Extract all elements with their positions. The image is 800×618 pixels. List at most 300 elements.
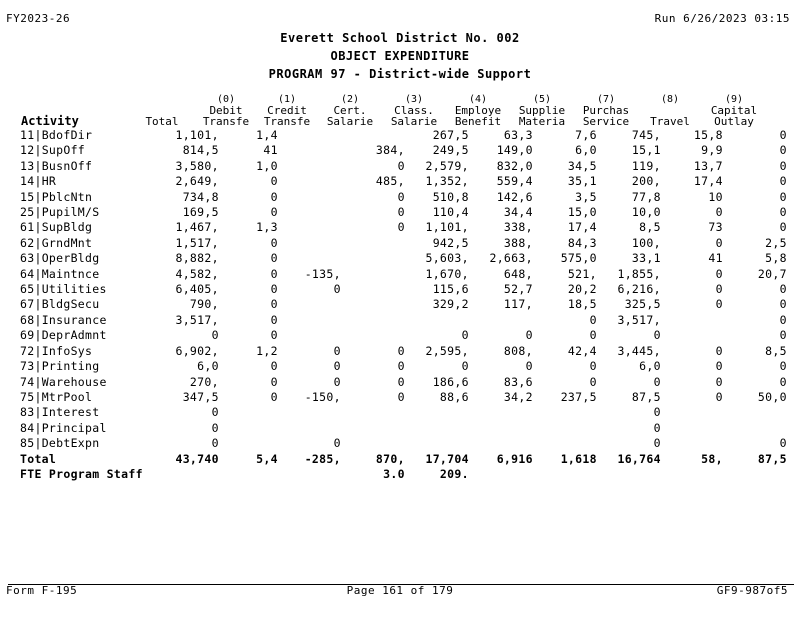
value-cell [533,405,597,420]
value-cell: 0 [333,374,341,389]
activity-name: GrndMnt [41,235,93,250]
value-cell [278,313,341,328]
value-cell: 41 [708,251,723,266]
value-cell: 0 [270,282,278,297]
value-cell: 338, [503,220,533,235]
expenditure-table [20,128,787,482]
value-cell: 0 [715,205,723,220]
activity-name: InfoSys [41,343,93,358]
table-row [20,375,787,390]
column-header-num: (4) [468,94,488,105]
value-cell [341,421,405,436]
activity-name: BldgSecu [41,297,100,312]
value-cell: 0 [270,189,278,204]
value-cell: 1,2 [256,343,278,358]
column-header-l1: Employe [454,104,502,117]
value-cell: 249,5 [432,143,469,158]
activity-name: PblcNtn [41,189,93,204]
value-cell: 0 [525,328,533,343]
value-cell: 0 [270,205,278,220]
value-cell [278,297,341,312]
value-cell [341,251,405,266]
activity-cell [20,313,143,328]
value-cell: 0 [653,420,661,435]
value-cell: 0 [211,405,219,420]
activity-name: Interest [41,405,100,420]
value-cell: 34,5 [567,158,597,173]
column-header-7 [574,95,638,127]
value-cell: 1,352, [425,174,469,189]
separator: | [34,174,42,189]
value-cell: 0 [397,189,405,204]
value-cell [723,467,787,482]
value-cell: 0 [779,158,787,173]
value-cell: 0 [779,328,787,343]
activity-cell [20,344,143,359]
value-cell: 814,5 [182,143,219,158]
separator: | [34,328,42,343]
value-cell: 17,4 [693,174,723,189]
value-cell [219,467,278,482]
activity-cell [20,251,143,266]
value-cell: 0 [715,266,723,281]
separator: | [34,436,42,451]
activity-code: 62 [20,235,35,250]
value-cell: 2,579, [425,158,469,173]
value-cell [278,174,341,189]
value-cell: 0 [715,235,723,250]
activity-cell [20,436,143,451]
value-cell: 13,7 [693,158,723,173]
value-cell: 6,405, [175,282,219,297]
value-cell: 0 [715,389,723,404]
value-cell: 0 [589,374,597,389]
separator: | [34,343,42,358]
value-cell: 5,4 [256,451,278,466]
value-cell: 17,4 [567,220,597,235]
table-row [20,297,787,312]
value-cell: 115,6 [432,282,469,297]
column-header-l1: Capital [710,104,758,117]
value-cell: 77,8 [631,189,661,204]
value-cell: 3.0 [383,466,405,481]
activity-cell [20,328,143,343]
value-cell: 0 [333,436,341,451]
value-cell [533,436,597,451]
value-cell [278,190,341,205]
value-cell: 0 [270,312,278,327]
column-header-1 [194,95,258,127]
value-cell: 119, [631,158,661,173]
value-cell: 0 [333,343,341,358]
value-cell [661,405,723,420]
value-cell: 0 [525,359,533,374]
separator: | [34,205,42,220]
value-cell: 0 [779,143,787,158]
value-cell: 0 [589,359,597,374]
value-cell: 10 [708,189,723,204]
value-cell: 3,517, [175,312,219,327]
column-header-l1: Credit [267,104,307,117]
value-cell: 88,6 [439,389,469,404]
page-number: Page 161 of 179 [346,584,454,597]
activity-name: BdofDir [41,128,93,142]
value-cell [723,421,787,436]
activity-name: Printing [41,359,100,374]
activity-code: 65 [20,282,35,297]
activity-name: HR [41,174,57,189]
value-cell: 808, [503,343,533,358]
activity-cell [20,390,143,405]
table-row [20,359,787,374]
value-cell: 100, [631,235,661,250]
value-cell: 0 [779,128,787,142]
value-cell: 200, [631,174,661,189]
value-cell: 2,663, [489,251,533,266]
value-cell: 1,3 [256,220,278,235]
value-cell: 3,5 [575,189,597,204]
value-cell: 0 [333,359,341,374]
value-cell: 0 [270,174,278,189]
activity-code: 61 [20,220,35,235]
activity-code: 15 [20,189,35,204]
value-cell: 5,8 [765,251,787,266]
table-row [20,421,787,436]
value-cell: 84,3 [567,235,597,250]
value-cell: 3,445, [617,343,661,358]
value-cell: 0 [653,405,661,420]
value-cell [219,405,278,420]
value-cell [597,467,661,482]
activity-cell [20,421,143,436]
value-cell: 209. [439,466,469,481]
value-cell [278,159,341,174]
table-row [20,143,787,158]
value-cell: 0 [397,220,405,235]
value-cell [661,436,723,451]
activity-name: DebtExpn [41,436,100,451]
column-header-num: (8) [660,94,680,105]
value-cell: 2,649, [175,174,219,189]
value-cell: 87,5 [631,389,661,404]
value-cell: 0 [397,205,405,220]
value-cell [278,205,341,220]
column-header-6 [510,95,574,127]
value-cell: 1,517, [175,235,219,250]
separator: | [34,220,42,235]
value-cell: -285, [304,451,341,466]
value-cell [278,467,341,482]
activity-name: MtrPool [41,389,93,404]
activity-cell [20,297,143,312]
value-cell [278,421,341,436]
column-header-num: (7) [596,94,616,105]
table-row [20,405,787,420]
value-cell [469,405,533,420]
separator: | [34,158,42,173]
activity-code: 69 [20,328,35,343]
table-row [20,328,787,343]
value-cell: 110,4 [432,205,469,220]
value-cell: 34,4 [503,205,533,220]
value-cell [341,436,405,451]
value-cell: 0 [461,359,469,374]
value-cell: -135, [304,266,341,281]
column-header-l2: Materia [518,115,566,128]
activity-name: Principal [41,420,107,435]
value-cell: 10,0 [631,205,661,220]
value-cell: 15,0 [567,205,597,220]
value-cell [405,421,469,436]
separator: | [34,374,42,389]
value-cell [278,220,341,235]
activity-code: 83 [20,405,35,420]
value-cell: 0 [270,297,278,312]
value-cell [661,467,723,482]
value-cell: 347,5 [182,389,219,404]
value-cell: 745, [631,128,661,142]
separator: | [34,143,42,158]
value-cell [405,313,469,328]
value-cell: 1,618 [560,451,597,466]
value-cell [661,328,723,343]
value-cell: 0 [779,297,787,312]
separator: | [34,359,42,374]
separator: | [34,312,42,327]
activity-name: SupBldg [41,220,93,235]
column-header-num: (5) [532,94,552,105]
value-cell: 0 [653,436,661,451]
value-cell: 0 [211,328,219,343]
value-cell: 186,6 [432,374,469,389]
district-title: Everett School District No. 002 [280,31,520,45]
value-cell: 329,2 [432,297,469,312]
column-header-l2: Total [145,115,179,128]
value-cell: 485, [375,174,405,189]
report-title: OBJECT EXPENDITURE [330,49,470,63]
value-cell: 9,9 [701,143,723,158]
value-cell: 0 [779,359,787,374]
table-row [20,344,787,359]
value-cell: 270, [189,374,219,389]
value-cell [723,405,787,420]
value-cell: 0 [270,266,278,281]
value-cell: 0 [779,436,787,451]
value-cell [278,405,341,420]
value-cell: 20,7 [757,266,787,281]
column-header-num: (1) [277,94,297,105]
column-header-l2: Outlay [714,115,754,128]
value-cell [278,128,341,143]
activity-cell [20,375,143,390]
value-cell: 15,1 [631,143,661,158]
activity-cell [20,405,143,420]
column-header-8 [638,95,702,127]
value-cell: 87,5 [757,451,787,466]
value-cell: 8,5 [765,343,787,358]
value-cell: 0 [270,235,278,250]
value-cell: 648, [503,266,533,281]
value-cell: 6,0 [575,143,597,158]
value-cell: 42,4 [567,343,597,358]
value-cell: 0 [397,343,405,358]
activity-code: 68 [20,312,35,327]
separator: | [34,389,42,404]
table-row [20,282,787,297]
activity-code: 84 [20,420,35,435]
value-cell: 832,0 [496,158,533,173]
value-cell: 0 [715,282,723,297]
value-cell: 2,5 [765,235,787,250]
value-cell [341,328,405,343]
column-header-4 [382,95,446,127]
column-header-l2: Benefit [454,115,502,128]
value-cell: 6,916 [496,451,533,466]
activity-name: Maintnce [41,266,100,281]
value-cell [469,467,533,482]
column-header-l1: Supplie [518,104,566,117]
value-cell: 83,6 [503,374,533,389]
value-cell [341,128,405,143]
value-cell: 0 [715,359,723,374]
value-cell: 0 [461,328,469,343]
value-cell: 73 [708,220,723,235]
value-cell: 0 [270,251,278,266]
column-header-3 [318,95,382,127]
activity-code: 74 [20,374,35,389]
form-number: Form F-195 [6,584,78,597]
value-cell: 34,2 [503,389,533,404]
program-title: PROGRAM 97 - District-wide Support [268,67,532,81]
value-cell [278,328,341,343]
activity-cell [20,267,143,282]
column-header-l2: Service [582,115,630,128]
total-row [20,452,787,467]
value-cell [341,236,405,251]
value-cell: 169,5 [182,205,219,220]
value-cell: 267,5 [432,128,469,142]
value-cell [533,467,597,482]
value-cell [219,421,278,436]
value-cell: 0 [779,189,787,204]
activity-code: 73 [20,359,35,374]
total-label: Total [20,451,57,466]
value-cell: 6,902, [175,343,219,358]
value-cell: 17,704 [425,451,469,466]
activity-code: 13 [20,158,35,173]
value-cell: 0 [779,220,787,235]
activity-code: 75 [20,389,35,404]
value-cell [341,282,405,297]
value-cell: 734,8 [182,189,219,204]
table-row [20,267,787,282]
column-header-l2: Salarie [390,115,438,128]
separator: | [34,282,42,297]
value-cell: 0 [715,297,723,312]
value-cell: 149,0 [496,143,533,158]
table-row [20,128,787,143]
value-cell: 0 [270,328,278,343]
separator: | [34,420,42,435]
table-row [20,236,787,251]
value-cell: 33,1 [631,251,661,266]
table-row [20,390,787,405]
activity-name: Insurance [41,312,107,327]
separator: | [34,251,42,266]
value-cell: 0 [397,389,405,404]
fiscal-year-label: FY2023-26 [6,12,71,25]
value-cell: 0 [397,359,405,374]
value-cell [341,405,405,420]
table-row [20,436,787,451]
value-cell: 16,764 [617,451,661,466]
value-cell: 8,5 [639,220,661,235]
value-cell: 0 [211,420,219,435]
separator: | [34,235,42,250]
value-cell: 1,101, [175,128,219,142]
value-cell: 237,5 [560,389,597,404]
separator: | [34,128,42,142]
activity-code: 85 [20,436,35,451]
activity-name: PupilM/S [41,205,100,220]
column-header-l2: Travel [650,115,690,128]
value-cell [278,251,341,266]
table-row [20,190,787,205]
activity-cell [20,467,143,482]
column-header-0 [130,95,194,127]
value-cell: 0 [270,389,278,404]
activity-cell [20,174,143,189]
value-cell: 0 [589,328,597,343]
value-cell: 6,216, [617,282,661,297]
separator: | [34,189,42,204]
activity-code: 67 [20,297,35,312]
activity-cell [20,282,143,297]
activity-cell [20,128,143,143]
value-cell: 1,101, [425,220,469,235]
value-cell [143,467,219,482]
value-cell [278,236,341,251]
table-row [20,159,787,174]
column-header-num: (0) [216,94,236,105]
column-header-l1: Purchas [582,104,630,117]
value-cell: 63,3 [503,128,533,142]
value-cell [405,436,469,451]
value-cell: 0 [333,282,341,297]
value-cell [661,421,723,436]
table-row [20,313,787,328]
activity-cell [20,205,143,220]
activity-column-header: Activity [21,114,79,128]
column-header-l1: Debit [209,104,243,117]
value-cell: 388, [503,235,533,250]
column-header-2 [255,95,319,127]
value-cell: 0 [270,359,278,374]
report-code: GF9-987of5 [716,584,788,597]
activity-cell [20,220,143,235]
fte-row [20,467,787,482]
value-cell: 0 [653,374,661,389]
column-header-l1: Class. [394,104,434,117]
activity-code: 63 [20,251,35,266]
value-cell: 0 [653,328,661,343]
column-header-5 [446,95,510,127]
value-cell: 870, [375,451,405,466]
activity-code: 72 [20,343,35,358]
activity-cell [20,236,143,251]
value-cell: 510,8 [432,189,469,204]
separator: | [34,266,42,281]
